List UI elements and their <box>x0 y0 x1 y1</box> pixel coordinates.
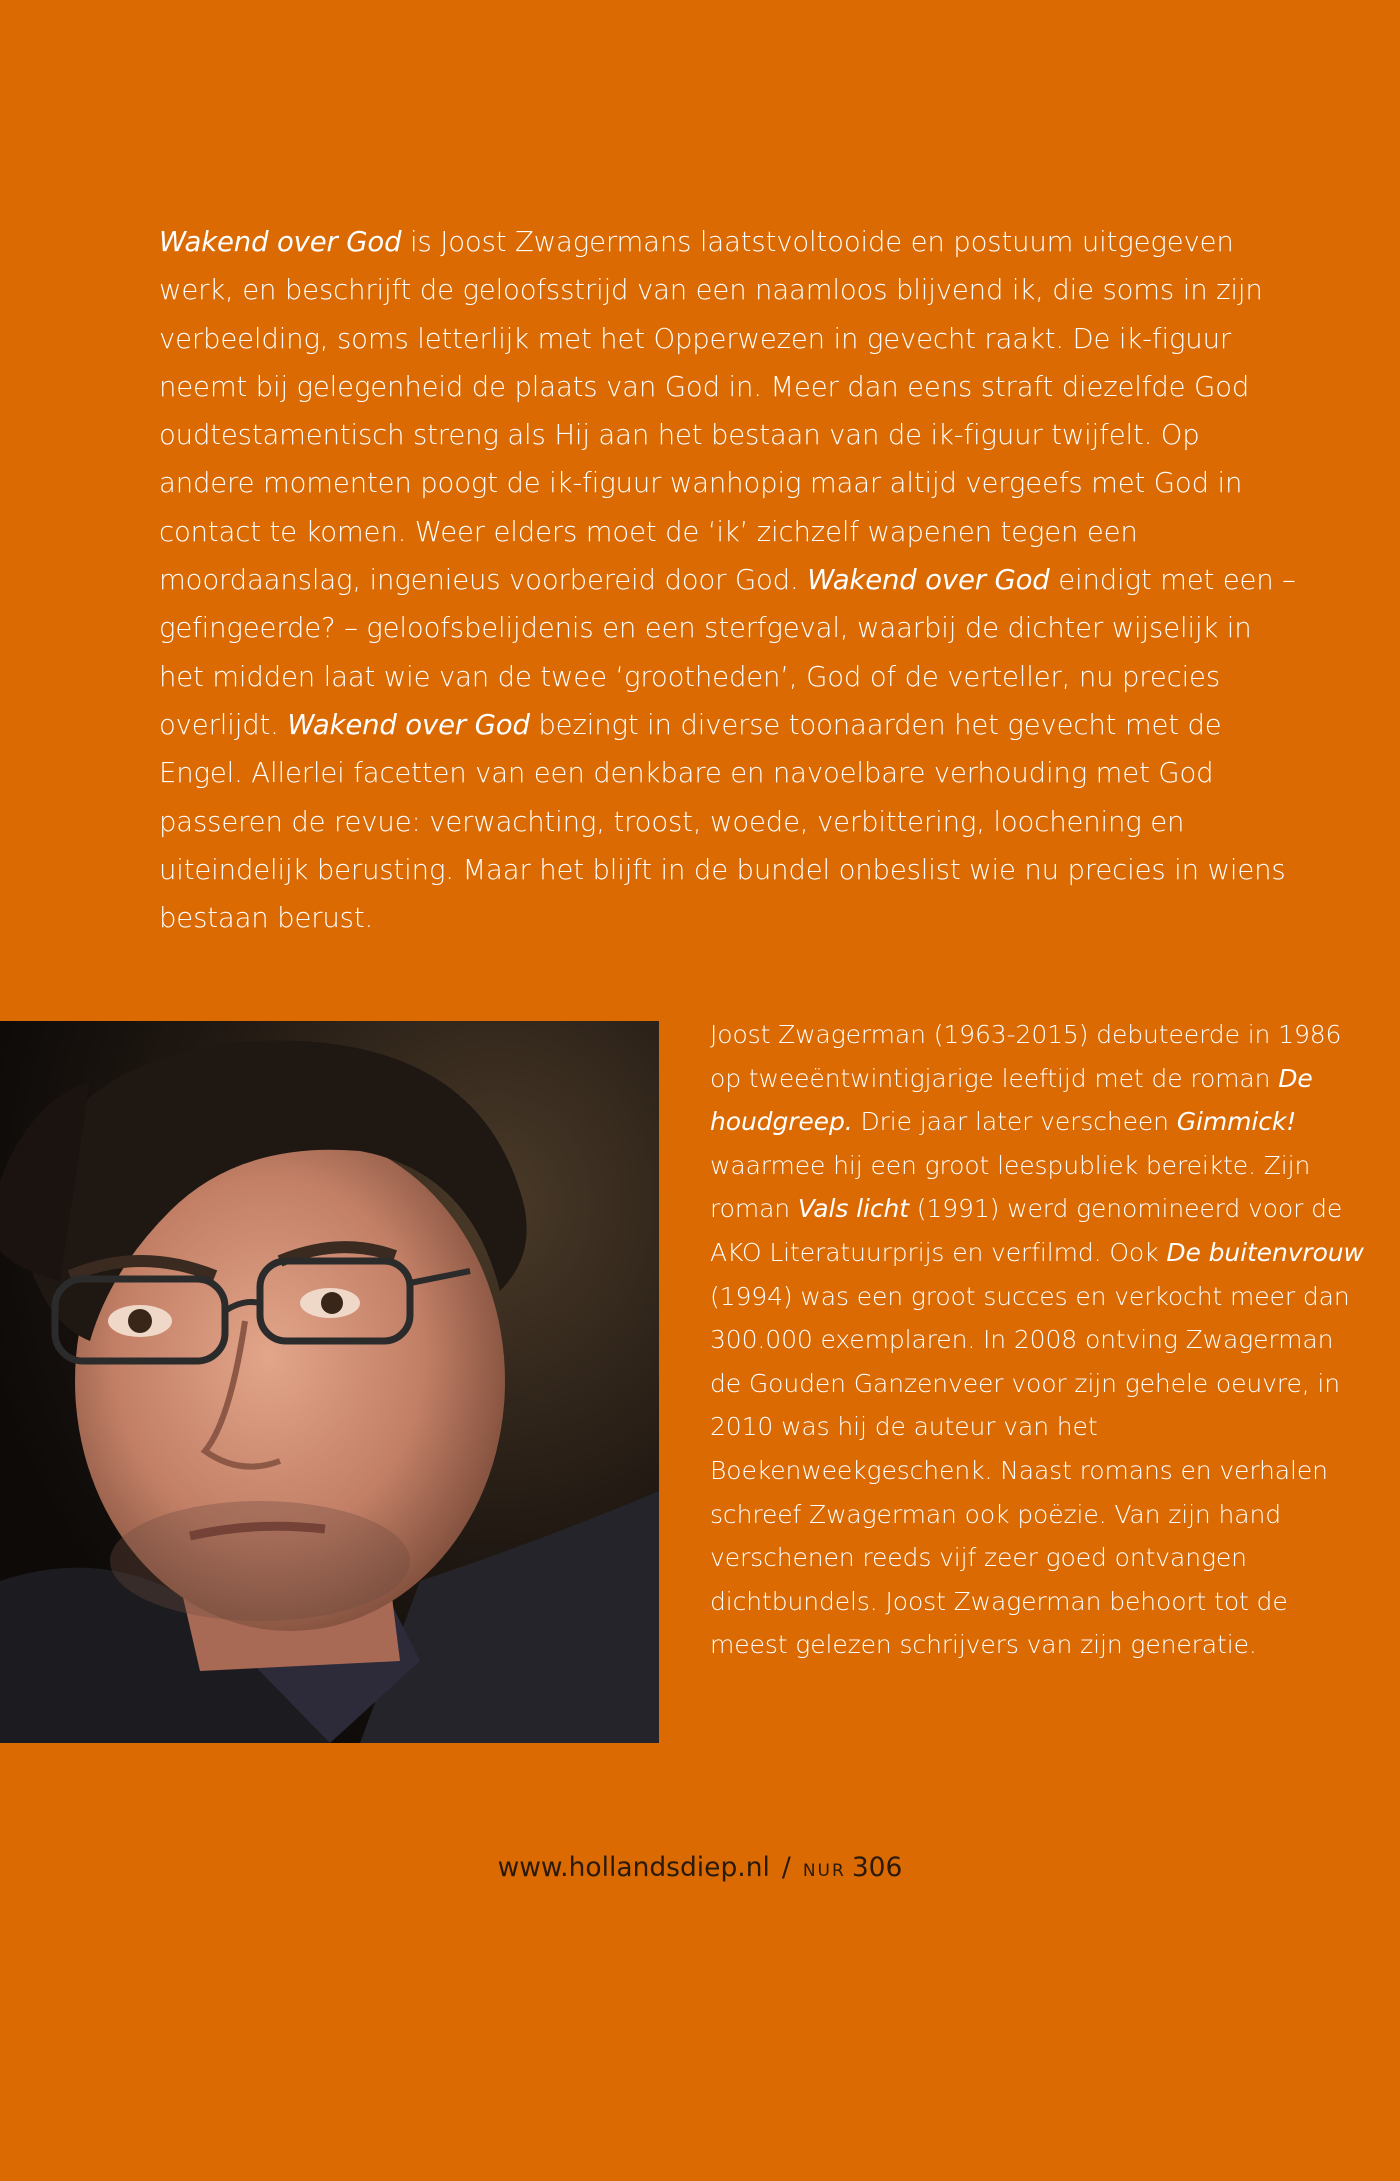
publisher-website: www.hollandsdiep.nl <box>497 1852 770 1883</box>
book-title: Wakend over God <box>159 226 402 258</box>
back-cover-blurb <box>159 218 1299 942</box>
book-title: Gimmick! <box>1176 1107 1297 1137</box>
publisher-footer <box>0 1852 1400 1883</box>
book-title: Wakend over God <box>287 708 530 741</box>
book-title: De houdgreep. <box>710 1063 1313 1137</box>
book-title: Wakend over God <box>807 564 1050 597</box>
book-title: Vals licht <box>797 1194 909 1224</box>
nur-code: 306 <box>851 1852 903 1883</box>
author-photo <box>0 1021 659 1743</box>
blurb-text: eindigt met een – gefingeerde? – geloofsbelijdenis en een sterfgeval, waarbij de dichter wijselijk in het midden laat wie van de twee ‘grootheden’, God of de verteller, nu precies overlijdt. <box>159 564 1296 741</box>
blurb-text: bezingt in diverse toonaarden het gevecht met de Engel. Allerlei facetten van een denkbare en navoelbare verhouding met God passeren de revue: verwachting, troost, woede, verbittering, loochening en uiteindelijk berusting. Maar het blijft in de bundel onbeslist wie nu precies in wiens bestaan berust. <box>159 708 1286 935</box>
book-title: De buitenvrouw <box>1166 1237 1364 1267</box>
bio-text: (1994) was een groot succes en verkocht meer dan 300.000 exemplaren. In 2008 ontving Zwagerman de Gouden Ganzenveer voor zijn gehele oeuvre, in 2010 was hij de auteur van het Boekenweekgeschenk. Naast romans en verhalen schreef Zwagerman ook poëzie. Van zijn hand verschenen reeds vijf zeer goed ontvangen dichtbundels. Joost Zwagerman behoort tot de meest gelezen schrijvers van zijn generatie. <box>710 1281 1350 1660</box>
bio-text: waarmee hij een groot leespubliek bereikte. Zijn roman <box>710 1150 1311 1224</box>
bio-text: Joost Zwagerman (1963-2015) debuteerde in 1986 op tweeëntwintigjarige leeftijd met de roman <box>710 1020 1342 1093</box>
author-bio <box>710 1013 1370 1667</box>
nur-label: NUR <box>802 1861 846 1881</box>
blurb-text: is Joost Zwagermans laatstvoltooide en postuum uitgegeven werk, en beschrijft de geloofsstrijd van een naamloos blijvend ik, die soms in zijn verbeelding, soms letterlijk met het Opperwezen in gevecht raakt. De ik-figuur neemt bij gelegenheid de plaats van God in. Meer dan eens straft diezelfde God oudtestamentisch streng als Hij aan het bestaan van de ik-figuur twijfelt. Op andere momenten poogt de ik-figuur wanhopig maar altijd vergeefs met God in contact te komen. Weer elders moet de ‘ik’ zichzelf wapenen tegen een moordaanslag, ingenieus voorbereid door God. <box>159 226 1263 597</box>
separator: / <box>781 1852 791 1883</box>
bio-text: (1991) werd genomineerd voor de AKO Literatuurprijs en verfilmd. Ook <box>710 1194 1343 1267</box>
bio-text: Drie jaar later verscheen <box>852 1107 1177 1137</box>
